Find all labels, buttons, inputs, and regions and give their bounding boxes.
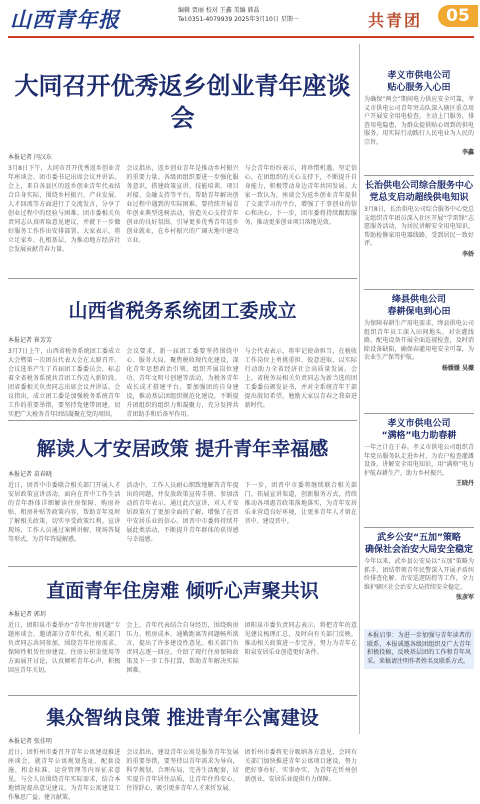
article [8, 704, 357, 804]
article-byline: 本报记者 张佳明 [8, 738, 52, 745]
sidebar-item-body: 今年以来，武乡县公安局以“五加”策略为抓手，团结带领青年民警深入开展矛盾纠纷排查化解、治安巡逻防控等工作，全力维护辖区社会治安大局持续安全稳定。 [364, 558, 474, 591]
article-byline: 本报记者 崔芳芳 [8, 337, 52, 344]
article-column: 近日，团阳泉市委举办“青年住房问题”专题座谈会，邀请部分青年代表、相关部门负责同志共同参加，围绕青年住房需求、保障性租赁住房建设、住房公积金使用等方面展开讨论，认真倾听青年心声，积极回应青年关切。 [8, 622, 121, 674]
article-column: 近日，团忻州市委召开青年公寓建设推进座谈会，就青年公寓规划选址、配套设施、租金标准、运营管理等内容征求意见。与会人员围绕青年实际需求，结合本地情况提出意见建议，为青年公寓建设工作集思广益、建言献策。 [8, 749, 121, 801]
sidebar-item-body: 3月8日，长治供电公司综合服务中心党总支组织青年团员深入社区开展“学雷锋”志愿服务活动，为居民讲解安全用电知识，帮助检修家用电器线路，受到居民一致好评。 [364, 206, 474, 247]
article-byline: 本报记者 苗春晓 [8, 471, 52, 478]
sidebar-item-author: 王晓丹 [455, 480, 474, 487]
newspaper-logo: 山西青年报 [10, 7, 120, 32]
article-headline: 大同召开优秀返乡创业青年座谈会 [14, 72, 351, 132]
header-rule [8, 36, 474, 38]
article-body [8, 164, 357, 292]
sidebar-item-author: 李鑫 [461, 149, 474, 156]
article-divider [8, 420, 357, 421]
article-body [8, 748, 357, 800]
sidebar-item [364, 70, 474, 170]
sidebar-item-title: 孝义市供电公司 贴心服务入心田 [387, 71, 451, 93]
article-column: 团阳泉市委负责同志表示，将把青年的意见建议梳理汇总，及时向有关部门反映，推动相关政策进一步完善，努力为青年在阳泉安居乐业创造更好条件。 [244, 622, 357, 656]
phone-line: Tel:0351-4079939 2025年3月10日 星期一 [178, 16, 299, 23]
sidebar-item [364, 532, 474, 624]
article-column: 会上，青年代表结合自身经历，围绕购房压力、租房成本、通勤距离等问题畅所欲言，提出了许多建设性意见。相关部门负责同志逐一回应，介绍了现行住房保障政策及下一步工作打算，帮助青年解决实际困难。 [126, 622, 239, 674]
article-byline: 本报记者 郭玥 [8, 611, 46, 618]
article-column: 与会青年纷纷表示，将珍惜机遇、坚定信心，在团组织的关心支持下，不断提升自身能力，积极带动身边青年共同发展。大家一致认为，座谈会为返乡创业青年提供了交流学习的平台，增强了干事创业的信心和决心。下一步，团市委将持续跟踪服务，推动更多创业项目落地见效。 [244, 165, 357, 226]
article-column: 3月8日下午，大同市召开优秀返乡创业青年座谈会。团市委书记出席会议并讲话。会上，来自各县区的返乡创业青年代表结合自身实际，围绕乡村振兴、产业发展、人才回流等方面进行了交流发言，分享了创业过程中的经验与困难。团市委相关负责同志认真听取意见建议，并就下一步做好服务工作作出安排部署。大家表示，将立足家乡、扎根基层，为推动地方经济社会发展贡献青春力量。 [8, 165, 121, 253]
article-body [8, 347, 357, 418]
notice-box [364, 629, 474, 669]
sidebar-divider [364, 413, 474, 414]
sidebar-divider [364, 175, 474, 176]
editor-line: 编辑 贾丽 校对 王鑫 美编 韩晶 [178, 7, 260, 14]
sidebar-item [364, 294, 474, 408]
sidebar-item-body: 一年之计在于春。孝义市供电公司组织青年党员服务队走进乡村，为农户检查灌溉设备，讲解安全用电知识，用“满格”电力护航春耕生产，助力乡村振兴。 [364, 444, 474, 477]
main-articles [8, 42, 357, 801]
section-title: 共青团 [368, 11, 423, 30]
sidebar-item [364, 180, 474, 284]
masthead-meta [178, 6, 318, 24]
sidebar-item-author: 李娇 [461, 250, 474, 258]
article-column: 与会代表表示，将牢记使命担当，在税收工作岗位上勇挑重担、锐意进取，以实际行动助力全省经济社会高质量发展。会上，省税务局相关负责同志为新当选的团工委委员颁发证书，并对全系统青年干部提出殷切希望，勉励大家以青春之我奋进新时代。 [244, 348, 357, 409]
article-column: 会议指出，返乡创业青年是推动乡村振兴的重要力量。各级团组织要进一步强化服务意识，搭建政策宣讲、技能培训、项目对接、金融支持等平台，帮助青年解决创业过程中遇到的实际困难。要持续开展青年创业典型选树活动，营造关心支持青年创业的良好氛围，引导更多优秀青年返乡创业就业，在乡村振兴的广阔天地中建功立业。 [126, 165, 239, 244]
article-body [8, 621, 357, 681]
sidebar-item-title: 长治供电公司综合服务中心 党总支启动超线供电知识 [364, 181, 473, 203]
article-column: 团忻州市委将充分吸纳各方意见，会同有关部门加快推进青年公寓项目建设，努力把好事办好、实事办实，为青年在忻州创新创业、安居乐业提供有力保障。 [244, 749, 357, 783]
sidebar-divider [364, 289, 474, 290]
article-body [8, 481, 357, 549]
sidebar-item-body: 为确保“两会”期间电力供应安全可靠，孝义市供电公司青年突击队深入辖区重点用户开展安全用电检查，主动上门服务，排查用电隐患，为群众提供贴心周到的供电服务，用实际行动践行人民电业为人民的宗旨。 [364, 96, 474, 146]
article [8, 435, 357, 563]
sidebar-item-body: 为保障春耕生产用电需求，绛县供电公司组织青年员工深入田间地头，对农灌线路、配电设备开展全面巡视检查，及时消除设备缺陷，确保春灌用电安全可靠，为农业生产保驾护航。 [364, 320, 474, 361]
sidebar-divider [364, 527, 474, 528]
article-headline: 集众智纳良策 推进青年公寓建设 [46, 707, 319, 729]
article-column: 活动中，工作人员耐心细致地解答青年提出的问题，并发放政策宣传手册。参加活动的青年表示，通过此次宣讲，对人才安居政策有了更加全面的了解，增强了在晋中安居乐业的信心。团晋中市委将持续开展此类活动，不断提升青年群体的获得感与幸福感。 [126, 482, 239, 543]
article-divider [8, 695, 357, 696]
notice-text: 本报启事：为进一步加强与青年读者的联系，本报诚邀各级团组织及广大青年积极投稿，反映基层团的工作和青年风采。来稿请注明作者姓名及联系方式。 [367, 632, 471, 665]
sidebar-item [364, 418, 474, 522]
sidebar [364, 42, 474, 737]
sidebar-item-title: 绛县供电公司 春耕保电到心田 [387, 295, 451, 317]
article [8, 297, 357, 417]
article-byline: 本报记者 闫汉东 [8, 154, 52, 161]
article-column: 近日，团晋中市委联合相关部门开展人才安居政策宣讲活动，面向在晋中工作生活的青年群体详细解读住房保障、购房补贴、租房补贴等政策内容，帮助青年及时了解相关政策，切实享受政策红利。宣讲现场，工作人员通过案例讲解、现场答疑等形式，为青年答疑解惑。 [8, 482, 121, 543]
article-column: 会议要求，新一届团工委要坚持围绕中心、服务大局，聚焦税收现代化建设，深化青年思想政治引领，组织开展岗位建功、青年文明号创建等活动，为税务青年成长成才搭建平台。要加强团的自身建设，推动基层团组织规范化建设，不断提升团组织的组织力和凝聚力，充分发挥共青团助手和后备军作用。 [126, 348, 239, 418]
article-divider [8, 566, 357, 567]
sidebar-item-title: 孝义市供电公司 “满格”电力助春耕 [381, 419, 457, 441]
sidebar-item-title: 武乡公安“五加”策略 确保社会治安大局安全稳定 [364, 533, 473, 555]
sidebar-item-author: 张彦军 [455, 594, 474, 601]
article-column: 下一步，团晋中市委将继续联合相关部门，拓展宣讲渠道，创新服务方式，持续推动各项惠青政策落地落实，为青年安居乐业营造良好环境，让更多青年人才留在晋中、建设晋中。 [244, 482, 357, 525]
column-divider [359, 44, 360, 734]
article-headline: 解读人才安居政策 提升青年幸福感 [36, 438, 329, 460]
article-column: 3月7日上午，山西省税务系统团工委成立大会暨第一次团员代表大会在太原召开。会议选举产生了首届团工委委员会，标志着全省税务系统共青团工作迈入新阶段。团省委相关负责同志出席会议并讲话。会议指出，成立团工委是加强税务系统青年工作的重要举措，要坚持党建带团建，切实把广大税务青年团结凝聚在党的周围。 [8, 348, 121, 418]
article [8, 70, 357, 275]
masthead [0, 0, 480, 40]
page-number: 05 [438, 5, 478, 27]
article-column: 会议指出，建设青年公寓是服务青年发展的重要举措，要坚持以青年需求为导向，科学规划、合理布局，完善生活配套，切实提升青年居住品质，让青年住得安心、住得舒心，吸引更多青年人才来忻发展。 [126, 749, 239, 792]
article [8, 577, 357, 692]
article-headline: 山西省税务系统团工委成立 [68, 300, 297, 322]
article-headline: 直面青年住房难 倾听心声聚共识 [46, 580, 319, 602]
sidebar-item-author: 杨媛媛 吴薇 [441, 364, 474, 372]
